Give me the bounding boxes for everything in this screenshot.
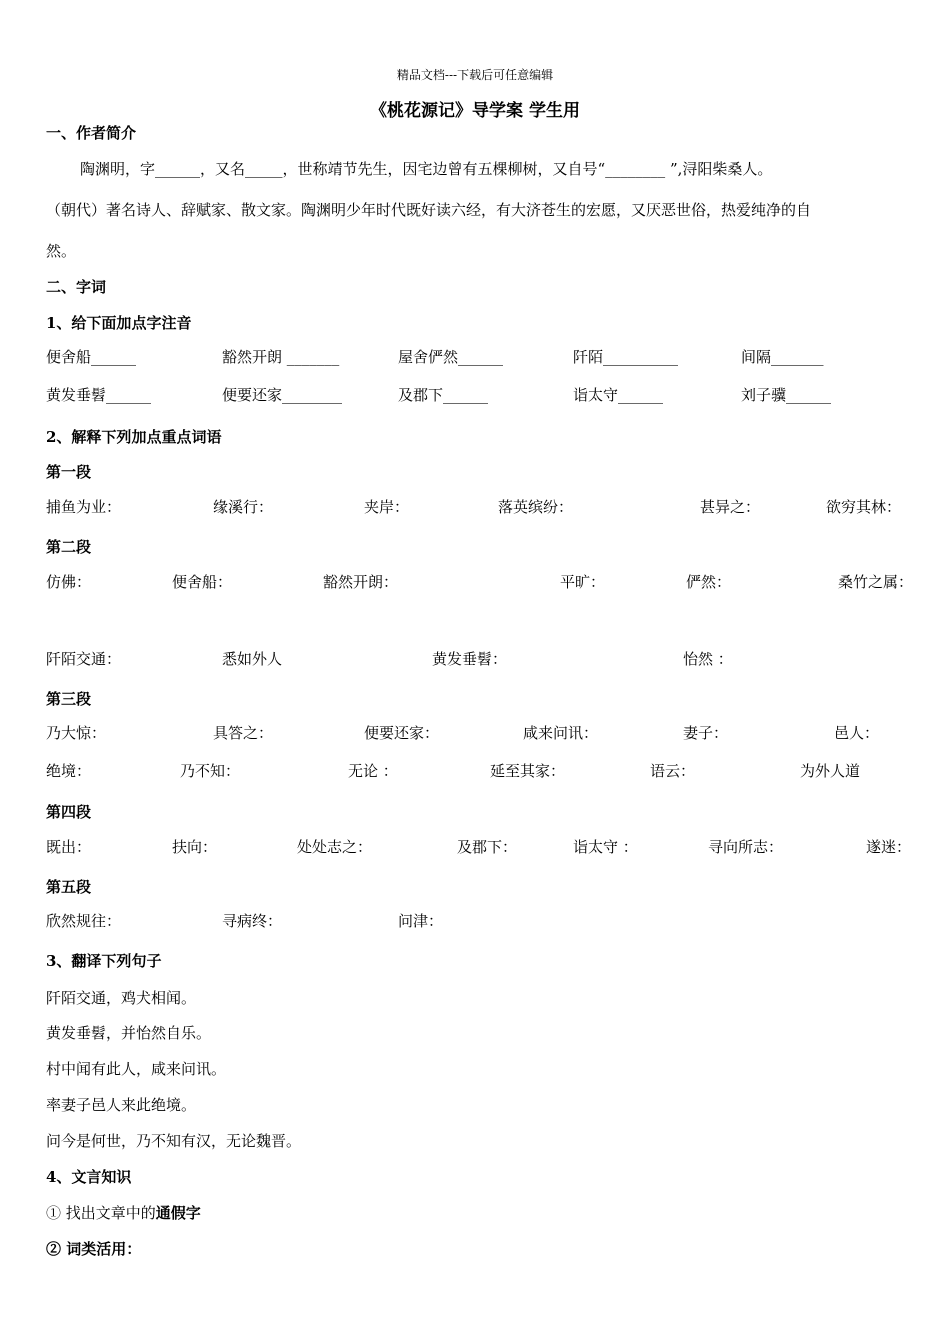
explain-item: 欣然规往： — [46, 912, 122, 930]
sentence: 率妻子邑人来此绝境。 — [46, 1096, 197, 1114]
pinyin-item: 便舍船______ — [46, 348, 137, 366]
explain-item: 仿佛： — [46, 573, 92, 591]
explain-item: 甚异之： — [700, 498, 761, 516]
explain-item: 为外人道 — [800, 762, 861, 780]
explain-row — [0, 836, 950, 860]
explain-item: 妻子： — [683, 724, 729, 742]
pinyin-item: 及郡下______ — [398, 386, 489, 404]
author-line-3: 然。 — [46, 242, 77, 260]
sentence: 黄发垂髫，并怡然自乐。 — [46, 1024, 212, 1042]
paragraph-label: 第二段 — [46, 538, 92, 556]
explain-item: 夹岸： — [364, 498, 410, 516]
section-vocab-heading: 二、字词 — [46, 278, 107, 296]
pinyin-item: 诣太守______ — [573, 386, 664, 404]
pinyin-row — [0, 346, 950, 370]
explain-item: 延至其家： — [490, 762, 566, 780]
pinyin-item: 阡陌__________ — [573, 348, 679, 366]
explain-item: 便要还家： — [364, 724, 440, 742]
explain-item: 落英缤纷： — [498, 498, 574, 516]
classical-item-bold: 通假字 — [155, 1204, 201, 1222]
page-title: 《桃花源记》导学案 学生用 — [370, 101, 580, 121]
explain-row — [0, 496, 950, 520]
paragraph-label: 第一段 — [46, 463, 92, 481]
explain-item: 乃不知： — [180, 762, 241, 780]
question-explain: 2、解释下列加点重点词语 — [46, 428, 222, 446]
pinyin-row — [0, 384, 950, 408]
pinyin-item: 便要还家________ — [222, 386, 343, 404]
explain-item: 处处志之： — [297, 838, 373, 856]
author-line-2: （朝代）著名诗人、辞赋家、散文家。陶渊明少年时代既好读六经，有大济苍生的宏愿，又厌恶世俗，热爱纯净的自 — [46, 201, 812, 219]
explain-item: 诣太守 ： — [573, 838, 638, 856]
explain-item: 俨然： — [686, 573, 732, 591]
explain-item: 乃大惊： — [46, 724, 107, 742]
author-line-1: 陶渊明，字______，又名_____，世称靖节先生，因宅边曾有五棵柳树，又自号“________ ”,浔阳柴桑人。 — [80, 160, 773, 178]
explain-item: 扶向： — [172, 838, 218, 856]
question-pinyin: 1、给下面加点字注音 — [46, 314, 192, 332]
page-banner: 精品文档---下载后可任意编辑 — [396, 68, 554, 82]
pinyin-item: 屋舍俨然______ — [398, 348, 504, 366]
explain-item: 捕鱼为业： — [46, 498, 122, 516]
explain-item: 邑人： — [834, 724, 880, 742]
classical-item-prefix: ① 找出文章中的 — [46, 1204, 156, 1222]
paragraph-label: 第五段 — [46, 878, 92, 896]
question-classical: 4、文言知识 — [46, 1168, 132, 1186]
pinyin-item: 黄发垂髫______ — [46, 386, 152, 404]
explain-item: 及郡下： — [457, 838, 518, 856]
explain-row — [0, 648, 950, 672]
explain-item: 欲穷其林： — [826, 498, 902, 516]
explain-item: 阡陌交通： — [46, 650, 122, 668]
explain-item: 桑竹之属： — [838, 573, 914, 591]
pinyin-item: 间隔_______ — [741, 348, 824, 366]
explain-item: 悉如外人 — [222, 650, 283, 668]
classical-item-cilei: ② 词类活用： — [46, 1240, 142, 1258]
explain-item: 语云： — [650, 762, 696, 780]
explain-row — [0, 910, 950, 934]
pinyin-item: 刘子骥______ — [741, 386, 832, 404]
explain-item: 寻向所志： — [708, 838, 784, 856]
explain-item: 缘溪行： — [213, 498, 274, 516]
explain-item: 遂迷： — [866, 838, 912, 856]
explain-item: 豁然开朗： — [323, 573, 399, 591]
paragraph-label: 第四段 — [46, 803, 92, 821]
explain-row — [0, 571, 950, 595]
sentence: 村中闻有此人，咸来问讯。 — [46, 1060, 227, 1078]
explain-item: 黄发垂髫： — [432, 650, 508, 668]
explain-item: 怡然 ： — [683, 650, 733, 668]
explain-item: 无论 ： — [348, 762, 398, 780]
section-author-heading: 一、作者简介 — [46, 124, 137, 142]
explain-item: 便舍船： — [172, 573, 233, 591]
explain-item: 既出： — [46, 838, 92, 856]
explain-item: 咸来问讯： — [523, 724, 599, 742]
explain-item: 问津： — [398, 912, 444, 930]
explain-item: 绝境： — [46, 762, 92, 780]
explain-item: 具答之： — [213, 724, 274, 742]
sentence: 问今是何世，乃不知有汉，无论魏晋。 — [46, 1132, 302, 1150]
classical-item-tongjia — [46, 1202, 201, 1223]
paragraph-label: 第三段 — [46, 690, 92, 708]
explain-row — [0, 722, 950, 746]
explain-row — [0, 760, 950, 784]
question-translate: 3、翻译下列句子 — [46, 952, 162, 970]
sentence: 阡陌交通，鸡犬相闻。 — [46, 989, 197, 1007]
pinyin-item: 豁然开朗 _______ — [222, 348, 340, 366]
explain-item: 寻病终： — [222, 912, 283, 930]
explain-item: 平旷： — [560, 573, 606, 591]
